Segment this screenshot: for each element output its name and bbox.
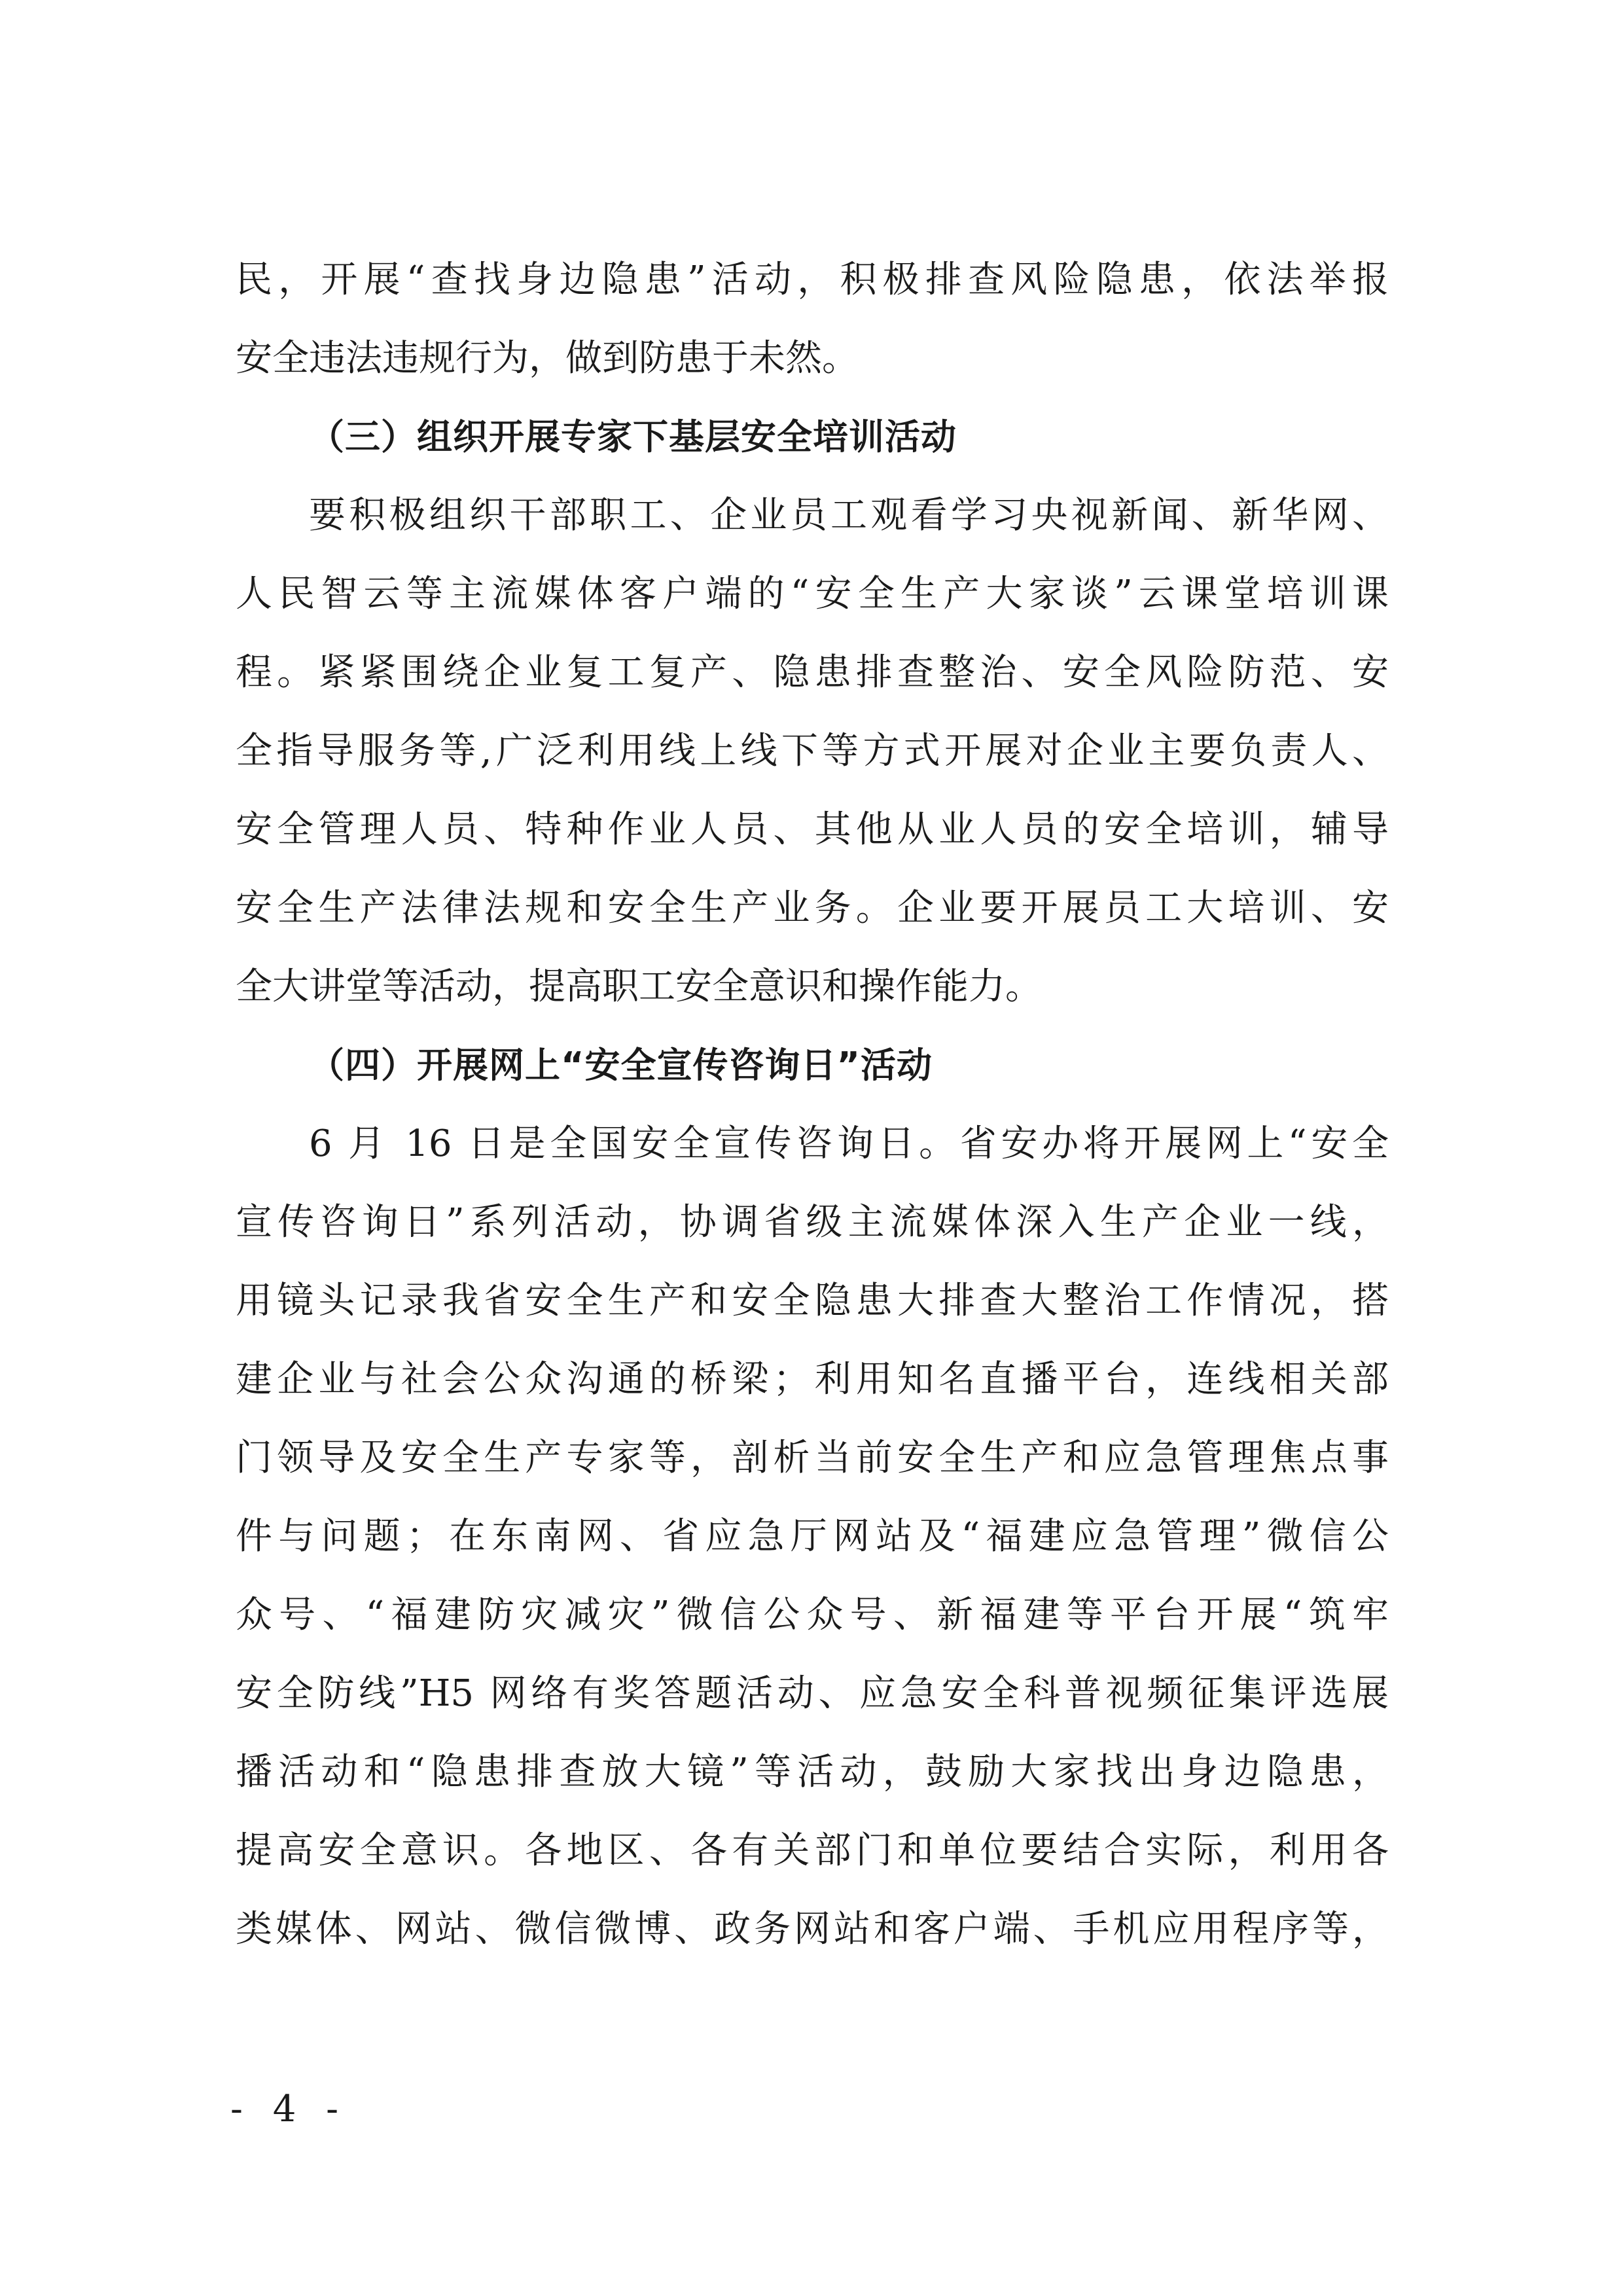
text-line: 人民智云等主流媒体客户端的“安全生产大家谈”云课堂培训课 xyxy=(236,573,1389,615)
page-number: - 4 - xyxy=(230,2088,348,2130)
section-heading-4: （四）开展网上“安全宣传咨询日”活动 xyxy=(309,1045,933,1086)
text-line: 全大讲堂等活动，提高职工安全意识和操作能力。 xyxy=(236,965,1042,1008)
section-heading-3: （三）组织开展专家下基层安全培训活动 xyxy=(309,416,957,457)
text-line: 民，开展“查找身边隐患”活动，积极排查风险隐患，依法举报 xyxy=(236,259,1389,301)
text-line: 安全违法违规行为，做到防患于未然。 xyxy=(236,337,859,380)
text-line: 全指导服务等,广泛利用线上线下等方式开展对企业主要负责人、 xyxy=(236,730,1389,772)
text-line: 安全防线”H5 网络有奖答题活动、应急安全科普视频征集评选展 xyxy=(236,1672,1389,1715)
text-line: 提高安全意识。各地区、各有关部门和单位要结合实际，利用各 xyxy=(236,1829,1389,1872)
text-line: 用镜头记录我省安全生产和安全隐患大排查大整治工作情况，搭 xyxy=(236,1280,1389,1322)
text-line: 6 月 16 日是全国安全宣传咨询日。省安办将开展网上“安全 xyxy=(309,1122,1389,1165)
document-body xyxy=(236,241,1389,1969)
text-line: 建企业与社会公众沟通的桥梁；利用知名直播平台，连线相关部 xyxy=(236,1358,1389,1401)
text-line: 门领导及安全生产专家等，剖析当前安全生产和应急管理焦点事 xyxy=(236,1437,1389,1479)
text-line: 程。紧紧围绕企业复工复产、隐患排查整治、安全风险防范、安 xyxy=(236,651,1389,694)
text-line: 类媒体、网站、微信微博、政务网站和客户端、手机应用程序等， xyxy=(236,1908,1389,1950)
text-line: 宣传咨询日”系列活动，协调省级主流媒体深入生产企业一线， xyxy=(236,1201,1389,1244)
text-line: 众号、“福建防灾减灾”微信公众号、新福建等平台开展“筑牢 xyxy=(236,1594,1389,1636)
text-line: 播活动和“隐患排查放大镜”等活动，鼓励大家找出身边隐患， xyxy=(236,1751,1389,1793)
text-line: 要积极组织干部职工、企业员工观看学习央视新闻、新华网、 xyxy=(309,494,1389,537)
paragraph-continuation xyxy=(236,241,1389,398)
paragraph-training xyxy=(236,476,1389,1026)
text-line: 安全生产法律法规和安全生产业务。企业要开展员工大培训、安 xyxy=(236,887,1389,929)
text-line: 件与问题；在东南网、省应急厅网站及“福建应急管理”微信公 xyxy=(236,1515,1389,1558)
text-line: 安全管理人员、特种作业人员、其他从业人员的安全培训，辅导 xyxy=(236,808,1389,851)
paragraph-consultation-day xyxy=(236,1105,1389,1969)
